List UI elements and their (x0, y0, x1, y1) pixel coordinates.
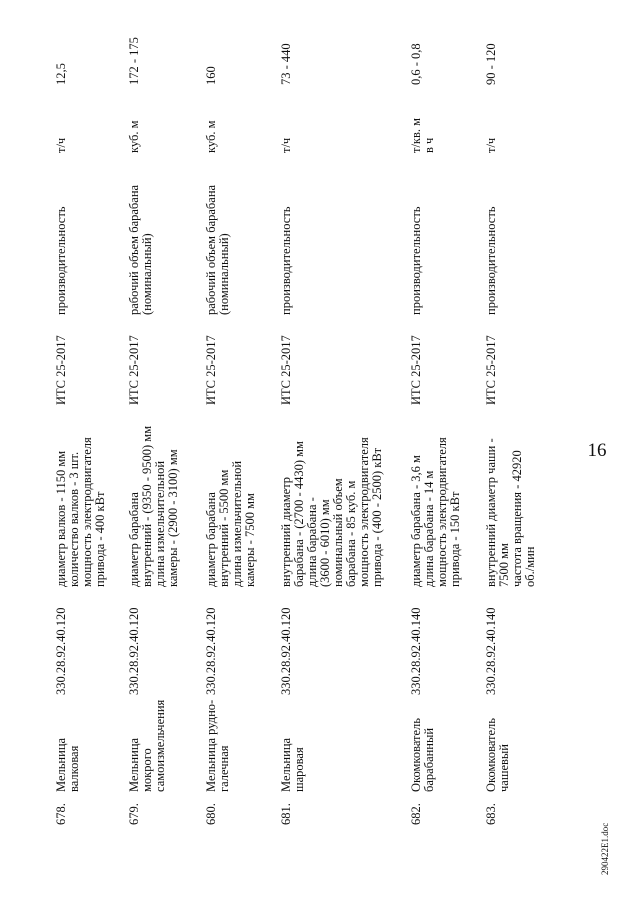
parameter-name (485, 165, 498, 315)
technical-spec-line: мощность электродвигателя (435, 437, 449, 587)
its-reference-line: ИТС 25-2017 (204, 335, 218, 405)
technical-spec-line: диаметр барабана - 3,6 м (409, 455, 423, 587)
unit-line: т/ч (484, 137, 498, 153)
footer-filename: 290422E1.doc (600, 822, 610, 875)
parameter-name-line: производительность (279, 206, 293, 315)
parameter-value-line: 172 - 175 (127, 37, 141, 85)
equipment-name-line: Мельница (279, 737, 293, 792)
equipment-name (128, 700, 167, 792)
technical-spec-line: диаметр барабана (127, 492, 141, 587)
okpd-code-line: 330.28.92.40.120 (54, 607, 68, 695)
equipment-name-line: галечная (217, 745, 231, 792)
its-reference (55, 325, 68, 405)
equipment-name-line: валковая (67, 745, 81, 792)
equipment-name (410, 700, 436, 792)
unit-line: куб. м (127, 120, 141, 153)
technical-spec (128, 417, 180, 587)
parameter-value (128, 15, 141, 85)
equipment-name (55, 700, 81, 792)
equipment-name (205, 700, 231, 792)
technical-spec-line: камеры - (2900 - 3100) мм (166, 449, 180, 587)
row-number-line: 679. (127, 803, 141, 825)
parameter-name-line: производительность (484, 206, 498, 315)
technical-spec-line: об./мин (523, 546, 537, 587)
parameter-value-line: 12,5 (54, 63, 68, 85)
technical-spec-line: (3600 - 6010) мм (318, 499, 332, 587)
row-number-line: 683. (484, 803, 498, 825)
technical-spec (485, 417, 537, 587)
technical-spec-line: внутренний - (9350 - 9500) мм (140, 425, 154, 587)
its-reference-line: ИТС 25-2017 (279, 335, 293, 405)
unit (205, 113, 218, 153)
row-number-line: 682. (409, 803, 423, 825)
parameter-value-line: 73 - 440 (279, 43, 293, 85)
row-number (205, 795, 218, 825)
its-reference-line: ИТС 25-2017 (54, 335, 68, 405)
its-reference (410, 325, 423, 405)
technical-spec (280, 417, 384, 587)
technical-spec-line: диаметр барабана (204, 492, 218, 587)
technical-spec (55, 417, 107, 587)
parameter-name (128, 165, 154, 315)
okpd-code-line: 330.28.92.40.140 (484, 607, 498, 695)
its-reference-line: ИТС 25-2017 (409, 335, 423, 405)
technical-spec-line: камеры - 7500 мм (243, 493, 257, 587)
parameter-name (280, 165, 293, 315)
technical-spec-line: длина измельчительной (153, 460, 167, 587)
row-number (410, 795, 423, 825)
equipment-name-line: Окомкователь (409, 718, 423, 792)
okpd-code-line: 330.28.92.40.140 (409, 607, 423, 695)
technical-spec-line: мощность электродвигателя (357, 437, 371, 587)
technical-spec-line: привода - 400 кВт (93, 491, 107, 587)
equipment-name-line: барабанный (422, 727, 436, 792)
parameter-name-line: производительность (409, 206, 423, 315)
okpd-code (205, 585, 218, 695)
parameter-name-line: (номинальный) (217, 233, 231, 315)
parameter-name (55, 165, 68, 315)
technical-spec-line: количество валков - 3 шт. (67, 451, 81, 587)
technical-spec-line: барабана - 85 куб. м (344, 480, 358, 587)
technical-spec-line: внутренний диаметр чаши - (484, 438, 498, 587)
row-number (55, 795, 68, 825)
technical-spec-line: длина измельчительной (230, 460, 244, 587)
parameter-value (55, 15, 68, 85)
unit (485, 113, 498, 153)
technical-spec-line: длина барабана - 14 м (422, 470, 436, 587)
equipment-name-line: чашевый (497, 744, 511, 792)
unit-line: куб. м (204, 120, 218, 153)
equipment-name (485, 700, 511, 792)
row-number-line: 678. (54, 803, 68, 825)
parameter-name (205, 165, 231, 315)
okpd-code (128, 585, 141, 695)
unit (410, 113, 436, 153)
its-reference (205, 325, 218, 405)
equipment-name-line: самоизмельчения (153, 699, 167, 792)
its-reference (280, 325, 293, 405)
parameter-value (410, 15, 423, 85)
technical-spec (205, 417, 257, 587)
its-reference (128, 325, 141, 405)
equipment-name-line: Мельница (54, 737, 68, 792)
technical-spec-line: внутренний диаметр (279, 476, 293, 587)
page-number: 16 (587, 440, 607, 461)
technical-spec-line: диаметр валков - 1150 мм (54, 450, 68, 587)
technical-spec-line: частота вращения - 42920 (510, 450, 524, 587)
equipment-name-line: Мельница (127, 737, 141, 792)
parameter-value-line: 90 - 120 (484, 43, 498, 85)
technical-spec-line: 7500 мм (497, 543, 511, 587)
parameter-name-line: рабочий объем барабана (204, 184, 218, 315)
okpd-code (280, 585, 293, 695)
technical-spec-line: номинальный объем (331, 478, 345, 587)
technical-spec-line: внутренний - 5500 мм (217, 469, 231, 587)
row-number (128, 795, 141, 825)
equipment-name-line: Мельница рудно- (204, 699, 218, 792)
technical-spec-line: мощность электродвигателя (80, 437, 94, 587)
technical-spec-line: длина барабана - (305, 497, 319, 587)
parameter-name-line: производительность (54, 206, 68, 315)
row-number-line: 681. (279, 803, 293, 825)
okpd-code-line: 330.28.92.40.120 (127, 607, 141, 695)
parameter-name-line: рабочий объем барабана (127, 184, 141, 315)
parameter-value (280, 15, 293, 85)
equipment-name-line: мокрого (140, 748, 154, 792)
technical-spec-line: барабана - (2700 - 4430) мм (292, 441, 306, 587)
parameter-name (410, 165, 423, 315)
unit-line: в ч (422, 137, 436, 153)
okpd-code (55, 585, 68, 695)
unit-line: т/ч (279, 137, 293, 153)
unit-line: т/кв. м (409, 117, 423, 153)
row-number (485, 795, 498, 825)
okpd-code (485, 585, 498, 695)
row-number-line: 680. (204, 803, 218, 825)
parameter-value-line: 160 (204, 66, 218, 85)
its-reference (485, 325, 498, 405)
parameter-value-line: 0,6 - 0,8 (409, 43, 423, 85)
equipment-name-line: Окомкователь (484, 718, 498, 792)
parameter-value (205, 15, 218, 85)
row-number (280, 795, 293, 825)
technical-spec-line: привода - 150 кВт (448, 491, 462, 587)
okpd-code-line: 330.28.92.40.120 (279, 607, 293, 695)
parameter-value (485, 15, 498, 85)
unit (128, 113, 141, 153)
parameter-name-line: (номинальный) (140, 233, 154, 315)
unit (55, 113, 68, 153)
okpd-code-line: 330.28.92.40.120 (204, 607, 218, 695)
technical-spec-line: привода - (400 - 2500) кВт (370, 447, 384, 587)
equipment-name-line: шаровая (292, 747, 306, 792)
its-reference-line: ИТС 25-2017 (127, 335, 141, 405)
okpd-code (410, 585, 423, 695)
technical-spec (410, 417, 462, 587)
equipment-name (280, 700, 306, 792)
unit (280, 113, 293, 153)
unit-line: т/ч (54, 137, 68, 153)
its-reference-line: ИТС 25-2017 (484, 335, 498, 405)
